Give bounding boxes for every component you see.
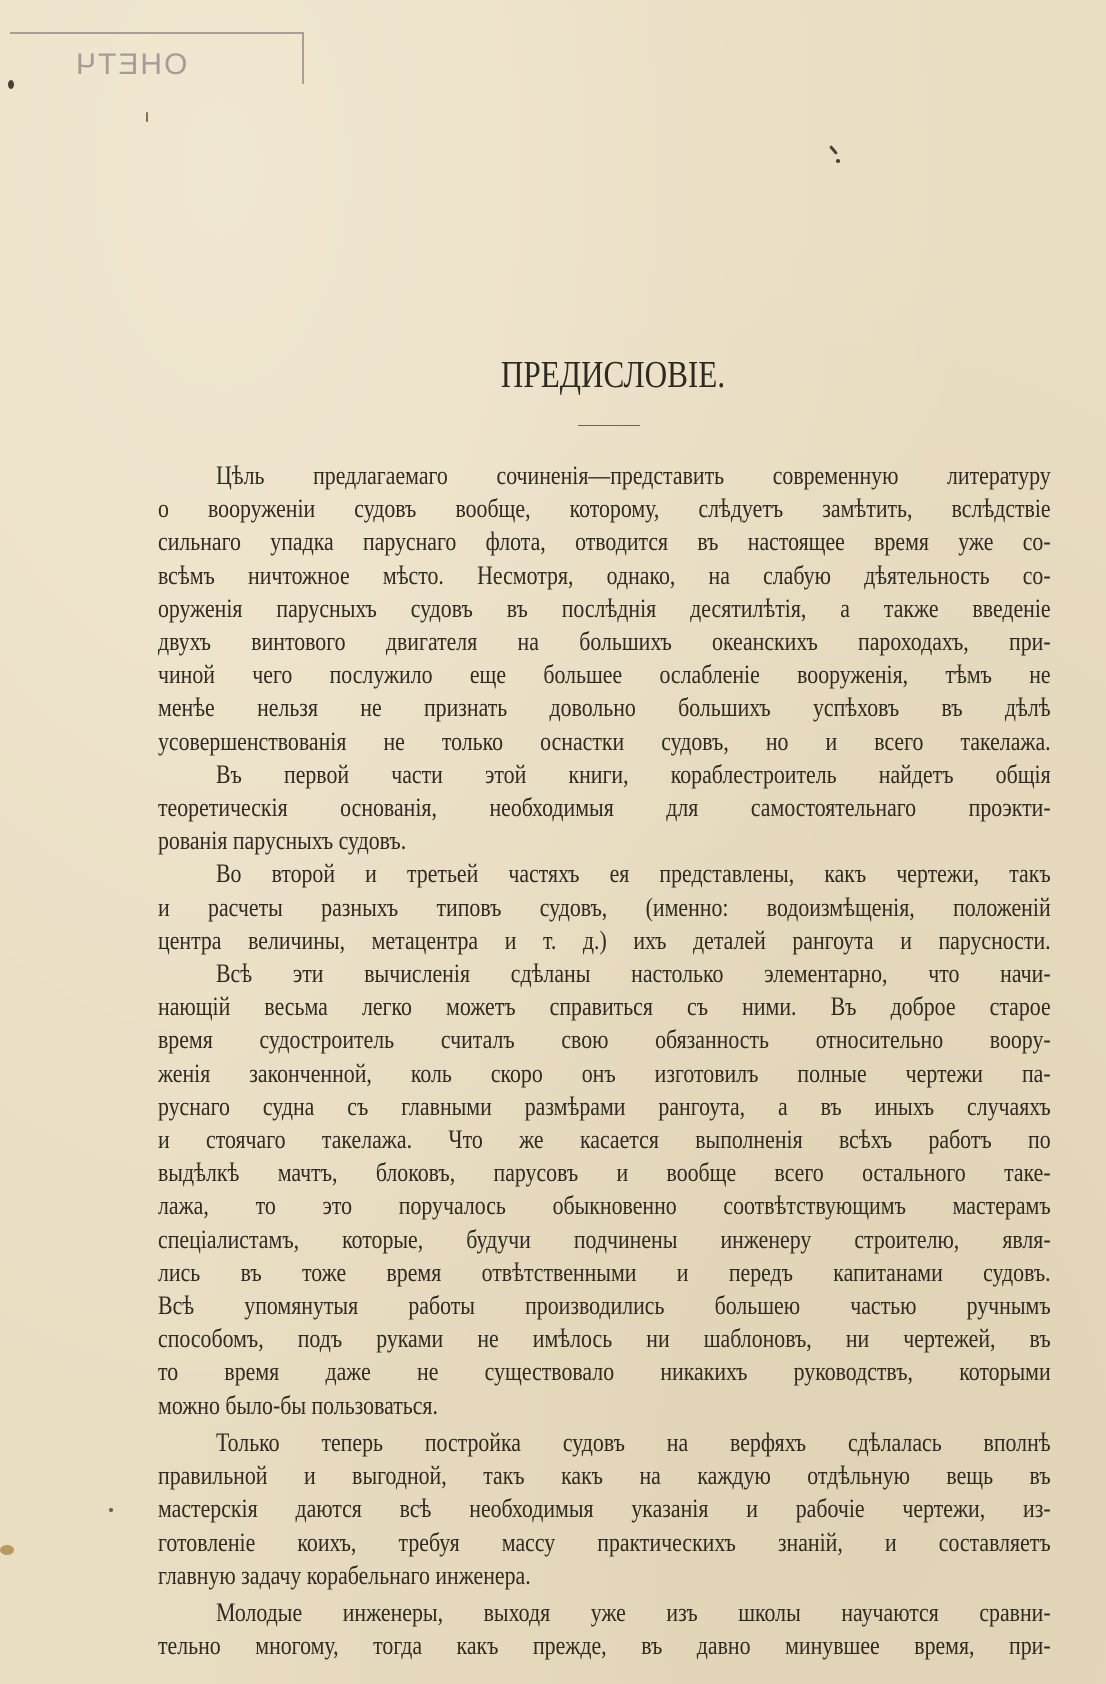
ink-speck [146,112,148,122]
text-line: выдѣлкѣ мачтъ, блоковъ, парусовъ и вообще всего остального таке- [158,1158,1051,1188]
text-line: и расчеты разныхъ типовъ судовъ, (именно: водоизмѣщенія, положеній [158,892,1051,922]
text-line: главную задачу корабельнаго инженера. [158,1560,531,1590]
text-line: Только теперь постройка судовъ на верфяхъ сдѣлалась вполнѣ [215,1427,1051,1457]
text-line: то время даже не существовало никакихъ руководствъ, которыми [158,1357,1051,1387]
paragraph [158,957,1051,1422]
stamp-text: ОНЕТЧ [74,48,188,81]
text-line: чиной чего послужило еще большее ослабленіе вооруженія, тѣмъ не [158,660,1051,690]
paragraph [158,857,1051,957]
text-line: руснаго судна съ главными размѣрами рангоута, а въ иныхъ случаяхъ [158,1091,1051,1121]
text-line: Цѣль предлагаемаго сочиненія—представить современную литературу [215,461,1051,490]
paper-stain [0,1545,14,1555]
text-line: мастерскія даются всѣ необходимыя указанія и рабочіе чертежи, из- [158,1494,1051,1524]
preface-body [158,459,1051,1662]
title-divider [578,425,640,426]
page-title: ПРЕДИСЛОВІЕ. [500,354,726,396]
text-line: женія законченной, коль скоро онъ изготовилъ полные чертежи па- [158,1058,1051,1088]
text-line: двухъ винтового двигателя на большихъ океанскихъ пароходахъ, при- [158,627,1051,657]
text-line: Всѣ упомянутыя работы производились большею частью ручнымъ [158,1291,1051,1321]
text-line: о вооруженіи судовъ вообще, которому, слѣдуетъ замѣтить, вслѣдствіе [158,494,1051,524]
text-line: усовершенствованія не только оснастки судовъ, но и всего такелажа. [158,726,1051,756]
ink-speck [829,145,838,155]
text-line: Всѣ эти вычисленія сдѣланы настолько элементарно, что начи- [215,959,1051,989]
text-line: готовленіе коихъ, требуя массу практическихъ знаній, и составляетъ [158,1527,1051,1557]
text-line: центра величины, метацентра и т. д.) ихъ деталей рангоута и парусности. [158,925,1051,955]
text-line: Во второй и третьей частяхъ ея представлены, какъ чертежи, такъ [215,859,1051,889]
text-line: Въ первой части этой книги, кораблестроитель найдетъ общія [215,759,1051,789]
text-line: менѣе нельзя не признать довольно большихъ успѣховъ въ дѣлѣ [158,693,1051,723]
text-line: теоретическія основанія, необходимыя для самостоятельнаго проэкти- [158,793,1051,823]
text-line: Молодые инженеры, выходя уже изъ школы научаются сравни- [215,1597,1051,1627]
text-line: лись въ тоже время отвѣтственными и передъ капитанами судовъ. [158,1257,1051,1287]
ink-speck [109,1508,113,1512]
text-line: рованія парусныхъ судовъ. [158,826,407,856]
paragraph [158,459,1051,758]
text-line: лажа, то это поручалось обыкновенно соотвѣтствующимъ мастерамъ [158,1191,1051,1221]
text-line: и стоячаго такелажа. Что же касается выполненія всѣхъ работъ по [158,1125,1051,1155]
text-line: сильнаго упадка паруснаго флота, отводится въ настоящее время уже со- [158,527,1051,557]
paragraph [158,758,1051,858]
paragraph [158,1596,1051,1662]
text-line: время судостроитель считалъ свою обязанность относительно воору- [158,1025,1051,1055]
text-line: тельно многому, тогда какъ прежде, въ давно минувшее время, при- [158,1631,1051,1661]
ink-speck [836,159,840,163]
text-line: всѣмъ ничтожное мѣсто. Несмотря, однако, на слабую дѣятельность со- [158,560,1051,590]
text-line: правильной и выгодной, такъ какъ на каждую отдѣльную вещь въ [158,1461,1051,1491]
library-stamp [10,32,304,84]
text-line: можно было-бы пользоваться. [158,1390,438,1420]
paragraph [158,1426,1051,1592]
text-line: способомъ, подъ руками не имѣлось ни шаблоновъ, ни чертежей, въ [158,1324,1051,1354]
text-line: спеціалистамъ, которые, будучи подчинены инженеру строителю, явля- [158,1224,1051,1254]
text-line: оруженія парусныхъ судовъ въ послѣднія десятилѣтія, а также введеніе [158,593,1051,623]
text-line: нающій весьма легко можетъ справиться съ ними. Въ доброе старое [158,992,1051,1022]
ink-speck [8,80,14,89]
